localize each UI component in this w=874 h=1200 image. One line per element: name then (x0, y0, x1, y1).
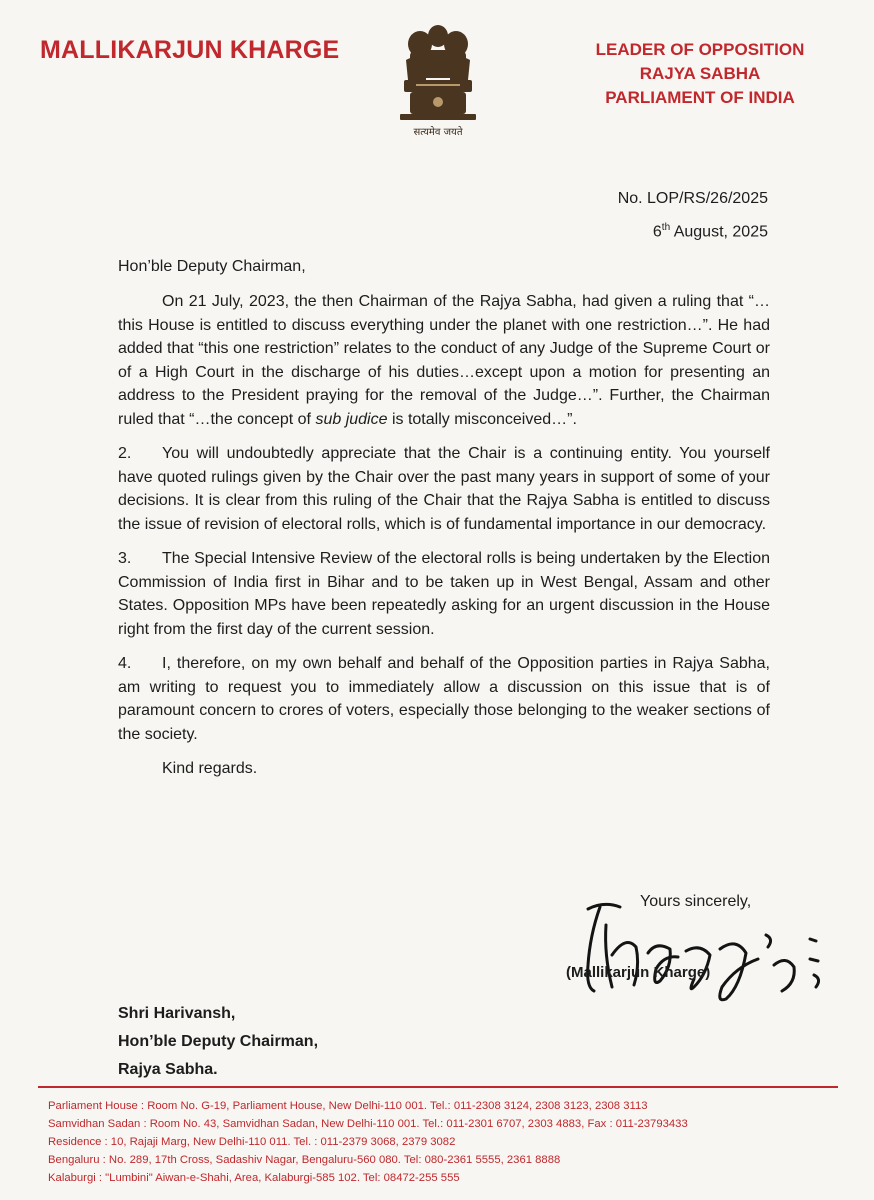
paragraph-1-emphasis: sub judice (315, 410, 388, 428)
paragraph-text: I, therefore, on my own behalf and behalf of the Opposition parties in Rajya Sabha, am writing to request you to immediately allow a discussion on this issue that is of paramount concern to crores of voters, especially those belonging to the weaker sections of the society. (118, 655, 770, 743)
valediction: Yours sincerely, (640, 893, 752, 910)
paragraph-1-text-b: is totally misconceived…”. (387, 410, 577, 428)
addressee-line: Rajya Sabha. (118, 1061, 218, 1078)
designation-line: RAJYA SABHA (639, 64, 761, 83)
footer-line: Kalaburgi : "Lumbini" Aiwan-e-Shahi, Area, Kalaburgi-585 102. Tel: 08472-255 555 (48, 1172, 460, 1184)
footer-divider (38, 1086, 838, 1088)
paragraph-number: 3. (118, 550, 132, 567)
date-rest: August, 2025 (670, 223, 768, 241)
letter-date (653, 222, 768, 241)
signatory-name: (Mallikarjun Kharge) (566, 964, 711, 981)
addressee-line: Hon’ble Deputy Chairman, (118, 1033, 319, 1050)
addressee-line: Shri Harivansh, (118, 1005, 236, 1022)
designation-line: PARLIAMENT OF INDIA (605, 88, 795, 107)
footer-addresses (48, 1097, 848, 1187)
date-suffix: th (661, 222, 671, 233)
salutation: Hon’ble Deputy Chairman, (118, 258, 306, 275)
paragraph-3 (118, 547, 770, 641)
paragraph-4 (118, 652, 770, 746)
letter-body (118, 290, 770, 792)
handwritten-signature-icon (560, 895, 840, 1005)
designation-block (570, 38, 830, 110)
paragraph-number: 4. (118, 655, 132, 672)
footer-line: Parliament House : Room No. G-19, Parliament House, New Delhi-110 001. Tel.: 011-2308 3124, 2308 3123, 2308 3113 (48, 1100, 648, 1112)
paragraph-number: 2. (118, 445, 132, 462)
paragraph-text: The Special Intensive Review of the electoral rolls is being undertaken by the Election Commission of India first in Bihar and to be taken up in West Bengal, Assam and other States. Opposition MPs have been repeatedly asking for an urgent discussion in the House right from the first day of the current session. (118, 550, 770, 638)
paragraph-2 (118, 442, 770, 536)
paragraph-1-text-a: On 21 July, 2023, the then Chairman of the Rajya Sabha, had given a ruling that “…this House is entitled to discuss everything under the planet with one restriction…”. He had added that “this one restriction” relates to the conduct of any Judge of the Supreme Court or of a High Court in the discharge of his duties…except upon a motion for presenting an address to the President praying for the removal of the Judge…”. Further, the Chairman ruled that “…the concept of (118, 293, 770, 428)
sender-name: MALLIKARJUN KHARGE (40, 36, 340, 64)
footer-line: Samvidhan Sadan : Room No. 43, Samvidhan Sadan, New Delhi-110 001. Tel.: 011-2301 6707, 2303 4883, Fax : 011-23793433 (48, 1118, 688, 1130)
addressee-block (118, 1000, 318, 1084)
date-day: 6 (652, 223, 662, 241)
national-emblem-icon (396, 20, 480, 124)
closing: Kind regards. (162, 760, 258, 777)
paragraph-1 (118, 290, 770, 431)
footer-line: Residence : 10, Rajaji Marg, New Delhi-110 011. Tel. : 011-2379 3068, 2379 3082 (48, 1136, 456, 1148)
emblem-motto: सत्यमेव जयते (413, 127, 463, 138)
reference-number: No. LOP/RS/26/2025 (617, 190, 768, 207)
designation-line: LEADER OF OPPOSITION (595, 40, 805, 59)
paragraph-text: You will undoubtedly appreciate that the Chair is a continuing entity. You yourself have quoted rulings given by the Chair over the past many years in support of some of your decisions. It is clear from this ruling of the Chair that the Rajya Sabha is entitled to discuss the issue of revision of electoral rolls, which is of fundamental importance in our democracy. (118, 445, 770, 533)
footer-line: Bengaluru : No. 289, 17th Cross, Sadashiv Nagar, Bengaluru-560 080. Tel: 080-2361 5555, 2361 8888 (48, 1154, 561, 1166)
